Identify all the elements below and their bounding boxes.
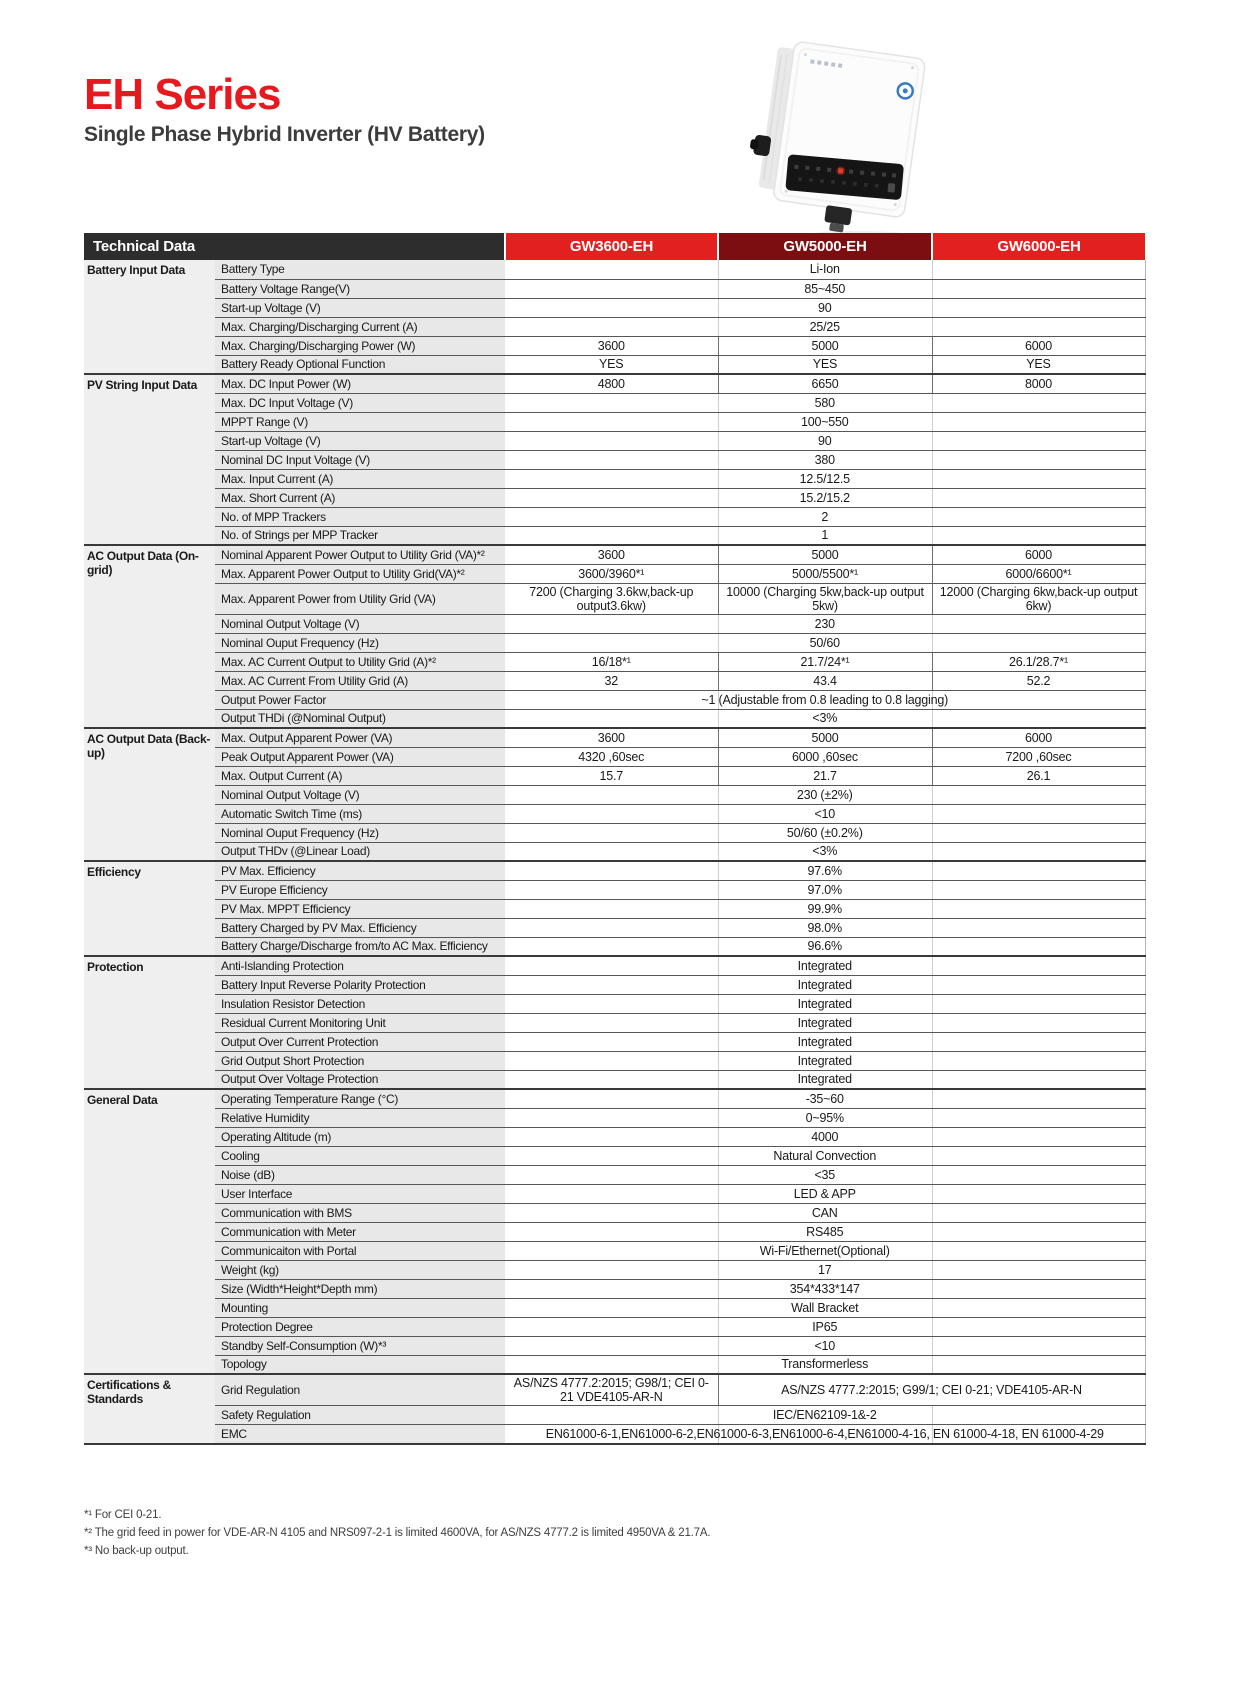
param-cell: Battery Voltage Range(V) bbox=[215, 279, 505, 298]
table-row bbox=[84, 1165, 1145, 1184]
table-row bbox=[84, 1203, 1145, 1222]
param-cell: Max. Output Apparent Power (VA) bbox=[215, 728, 505, 747]
param-cell: Output Over Current Protection bbox=[215, 1032, 505, 1051]
inverter-photo-graphic bbox=[733, 32, 979, 247]
value-cell: 6000 bbox=[932, 728, 1145, 747]
param-cell: Max. DC Input Voltage (V) bbox=[215, 393, 505, 412]
param-cell: Weight (kg) bbox=[215, 1260, 505, 1279]
table-row bbox=[84, 545, 1145, 564]
param-cell: Output THDi (@Nominal Output) bbox=[215, 709, 505, 728]
table-row bbox=[84, 450, 1145, 469]
param-cell: Relative Humidity bbox=[215, 1108, 505, 1127]
value-cell: 354*433*147 bbox=[505, 1279, 1145, 1298]
param-cell: Battery Charge/Discharge from/to AC Max. Efficiency bbox=[215, 937, 505, 956]
param-cell: Cooling bbox=[215, 1146, 505, 1165]
param-cell: Standby Self-Consumption (W)*³ bbox=[215, 1336, 505, 1355]
value-cell: 6000 bbox=[932, 545, 1145, 564]
section-label: Battery Input Data bbox=[84, 260, 215, 374]
table-row bbox=[84, 1184, 1145, 1203]
value-cell: <3% bbox=[505, 709, 1145, 728]
table-row bbox=[84, 785, 1145, 804]
table-row bbox=[84, 671, 1145, 690]
value-cell: 15.2/15.2 bbox=[505, 488, 1145, 507]
value-cell: 96.6% bbox=[505, 937, 1145, 956]
value-cell: 98.0% bbox=[505, 918, 1145, 937]
model-header-gw6000-eh: GW6000-EH bbox=[932, 233, 1145, 260]
value-cell: 8000 bbox=[932, 374, 1145, 393]
param-cell: Battery Input Reverse Polarity Protection bbox=[215, 975, 505, 994]
value-cell: 43.4 bbox=[718, 671, 932, 690]
param-cell: MPPT Range (V) bbox=[215, 412, 505, 431]
value-cell: 7200 (Charging 3.6kw,back-up output3.6kw) bbox=[505, 583, 718, 614]
param-cell: Start-up Voltage (V) bbox=[215, 298, 505, 317]
value-cell: AS/NZS 4777.2:2015; G99/1; CEI 0-21; VDE4105-AR-N bbox=[718, 1374, 1145, 1406]
value-cell: 17 bbox=[505, 1260, 1145, 1279]
value-cell: 12.5/12.5 bbox=[505, 469, 1145, 488]
value-cell: 230 (±2%) bbox=[505, 785, 1145, 804]
inverter-product-image bbox=[733, 32, 979, 247]
param-cell: Insulation Resistor Detection bbox=[215, 994, 505, 1013]
section-label: Certifications & Standards bbox=[84, 1374, 215, 1444]
table-row bbox=[84, 747, 1145, 766]
value-cell: ~1 (Adjustable from 0.8 leading to 0.8 lagging) bbox=[505, 690, 1145, 709]
value-cell: Integrated bbox=[505, 994, 1145, 1013]
page-title: EH Series bbox=[84, 70, 281, 119]
table-row bbox=[84, 728, 1145, 747]
table-row bbox=[84, 374, 1145, 393]
table-header-technical-data: Technical Data bbox=[84, 233, 505, 260]
param-cell: Automatic Switch Time (ms) bbox=[215, 804, 505, 823]
value-cell: 100~550 bbox=[505, 412, 1145, 431]
table-row bbox=[84, 842, 1145, 861]
value-cell: YES bbox=[718, 355, 932, 374]
value-cell: Integrated bbox=[505, 975, 1145, 994]
param-cell: Topology bbox=[215, 1355, 505, 1374]
param-cell: Max. Apparent Power from Utility Grid (VA) bbox=[215, 583, 505, 614]
param-cell: Safety Regulation bbox=[215, 1406, 505, 1425]
value-cell: Wall Bracket bbox=[505, 1298, 1145, 1317]
table-row bbox=[84, 614, 1145, 633]
value-cell: AS/NZS 4777.2:2015; G98/1; CEI 0-21 VDE4105-AR-N bbox=[505, 1374, 718, 1406]
value-cell: 5000 bbox=[718, 545, 932, 564]
value-cell: 5000 bbox=[718, 336, 932, 355]
value-cell: <35 bbox=[505, 1165, 1145, 1184]
value-cell: <10 bbox=[505, 1336, 1145, 1355]
table-row bbox=[84, 937, 1145, 956]
param-cell: Nominal Ouput Frequency (Hz) bbox=[215, 633, 505, 652]
value-cell: 32 bbox=[505, 671, 718, 690]
table-row bbox=[84, 260, 1145, 279]
param-cell: Peak Output Apparent Power (VA) bbox=[215, 747, 505, 766]
section-label: General Data bbox=[84, 1089, 215, 1374]
section-label: PV String Input Data bbox=[84, 374, 215, 545]
param-cell: Max. AC Current Output to Utility Grid (A)*² bbox=[215, 652, 505, 671]
param-cell: Max. Charging/Discharging Current (A) bbox=[215, 317, 505, 336]
table-row bbox=[84, 1279, 1145, 1298]
value-cell: Transformerless bbox=[505, 1355, 1145, 1374]
param-cell: Start-up Voltage (V) bbox=[215, 431, 505, 450]
table-row bbox=[84, 1406, 1145, 1425]
value-cell: 15.7 bbox=[505, 766, 718, 785]
value-cell: 25/25 bbox=[505, 317, 1145, 336]
table-row bbox=[84, 1013, 1145, 1032]
value-cell: 10000 (Charging 5kw,back-up output 5kw) bbox=[718, 583, 932, 614]
value-cell: 99.9% bbox=[505, 899, 1145, 918]
value-cell: 6650 bbox=[718, 374, 932, 393]
table-row bbox=[84, 1241, 1145, 1260]
value-cell: 50/60 (±0.2%) bbox=[505, 823, 1145, 842]
model-header-gw3600-eh: GW3600-EH bbox=[505, 233, 718, 260]
table-row bbox=[84, 1260, 1145, 1279]
value-cell: 230 bbox=[505, 614, 1145, 633]
value-cell: Li-Ion bbox=[505, 260, 1145, 279]
param-cell: Battery Type bbox=[215, 260, 505, 279]
param-cell: Max. Output Current (A) bbox=[215, 766, 505, 785]
value-cell: 3600 bbox=[505, 545, 718, 564]
value-cell: Natural Convection bbox=[505, 1146, 1145, 1165]
table-row bbox=[84, 526, 1145, 545]
table-row bbox=[84, 975, 1145, 994]
param-cell: Communication with Meter bbox=[215, 1222, 505, 1241]
param-cell: Mounting bbox=[215, 1298, 505, 1317]
value-cell: 21.7 bbox=[718, 766, 932, 785]
value-cell: 6000/6600*¹ bbox=[932, 564, 1145, 583]
value-cell: 97.6% bbox=[505, 861, 1145, 880]
section-label: AC Output Data (Back-up) bbox=[84, 728, 215, 861]
value-cell: YES bbox=[932, 355, 1145, 374]
table-row bbox=[84, 956, 1145, 975]
section-label: AC Output Data (On-grid) bbox=[84, 545, 215, 728]
table-row bbox=[84, 899, 1145, 918]
model-header-gw5000-eh: GW5000-EH bbox=[718, 233, 932, 260]
value-cell: <3% bbox=[505, 842, 1145, 861]
param-cell: Max. Apparent Power Output to Utility Grid(VA)*² bbox=[215, 564, 505, 583]
param-cell: Nominal Ouput Frequency (Hz) bbox=[215, 823, 505, 842]
param-cell: Operating Temperature Range (°C) bbox=[215, 1089, 505, 1108]
value-cell: CAN bbox=[505, 1203, 1145, 1222]
value-cell: 6000 bbox=[932, 336, 1145, 355]
param-cell: Residual Current Monitoring Unit bbox=[215, 1013, 505, 1032]
value-cell: 26.1/28.7*¹ bbox=[932, 652, 1145, 671]
table-row bbox=[84, 507, 1145, 526]
table-row bbox=[84, 918, 1145, 937]
table-row bbox=[84, 298, 1145, 317]
table-row bbox=[84, 1089, 1145, 1108]
value-cell: Integrated bbox=[505, 1032, 1145, 1051]
value-cell: 85~450 bbox=[505, 279, 1145, 298]
value-cell: 5000/5500*¹ bbox=[718, 564, 932, 583]
footnote-3: *³ No back-up output. bbox=[84, 1545, 189, 1557]
section-label: Efficiency bbox=[84, 861, 215, 956]
param-cell: Size (Width*Height*Depth mm) bbox=[215, 1279, 505, 1298]
table-row bbox=[84, 1146, 1145, 1165]
footnote-1: *¹ For CEI 0-21. bbox=[84, 1509, 162, 1521]
value-cell: IEC/EN62109-1&-2 bbox=[505, 1406, 1145, 1425]
value-cell: Integrated bbox=[505, 1070, 1145, 1089]
param-cell: Output Power Factor bbox=[215, 690, 505, 709]
table-row bbox=[84, 994, 1145, 1013]
value-cell: EN61000-6-1,EN61000-6-2,EN61000-6-3,EN61000-6-4,EN61000-4-16, EN 61000-4-18, EN 61000-4-29 bbox=[505, 1425, 1145, 1444]
table-row bbox=[84, 279, 1145, 298]
table-row bbox=[84, 1425, 1145, 1444]
table-body bbox=[84, 260, 1145, 1444]
param-cell: Nominal Output Voltage (V) bbox=[215, 785, 505, 804]
table-row bbox=[84, 412, 1145, 431]
param-cell: Protection Degree bbox=[215, 1317, 505, 1336]
table-row bbox=[84, 1070, 1145, 1089]
footnote-2: *² The grid feed in power for VDE-AR-N 4105 and NRS097-2-1 is limited 4600VA, for AS/NZS 4777.2 is limited 4950VA & 21.7A. bbox=[84, 1527, 711, 1539]
value-cell: 3600 bbox=[505, 336, 718, 355]
param-cell: Nominal DC Input Voltage (V) bbox=[215, 450, 505, 469]
table-row bbox=[84, 1032, 1145, 1051]
param-cell: Max. AC Current From Utility Grid (A) bbox=[215, 671, 505, 690]
value-cell: 6000 ,60sec bbox=[718, 747, 932, 766]
table-row bbox=[84, 804, 1145, 823]
table-header-row bbox=[84, 233, 1145, 260]
table-row bbox=[84, 1374, 1145, 1406]
value-cell: IP65 bbox=[505, 1317, 1145, 1336]
table-row bbox=[84, 317, 1145, 336]
param-cell: Output THDv (@Linear Load) bbox=[215, 842, 505, 861]
param-cell: Nominal Output Voltage (V) bbox=[215, 614, 505, 633]
value-cell: 3600/3960*¹ bbox=[505, 564, 718, 583]
param-cell: Grid Output Short Protection bbox=[215, 1051, 505, 1070]
param-cell: Noise (dB) bbox=[215, 1165, 505, 1184]
param-cell: PV Max. Efficiency bbox=[215, 861, 505, 880]
table-row bbox=[84, 1108, 1145, 1127]
param-cell: Battery Ready Optional Function bbox=[215, 355, 505, 374]
param-cell: Anti-Islanding Protection bbox=[215, 956, 505, 975]
param-cell: PV Europe Efficiency bbox=[215, 880, 505, 899]
param-cell: Communication with BMS bbox=[215, 1203, 505, 1222]
value-cell: 1 bbox=[505, 526, 1145, 545]
param-cell: Grid Regulation bbox=[215, 1374, 505, 1406]
param-cell: Operating Altitude (m) bbox=[215, 1127, 505, 1146]
value-cell: YES bbox=[505, 355, 718, 374]
value-cell: 16/18*¹ bbox=[505, 652, 718, 671]
value-cell: Wi-Fi/Ethernet(Optional) bbox=[505, 1241, 1145, 1260]
param-cell: No. of Strings per MPP Tracker bbox=[215, 526, 505, 545]
footnotes bbox=[84, 1506, 710, 1560]
value-cell: Integrated bbox=[505, 1013, 1145, 1032]
value-cell: 21.7/24*¹ bbox=[718, 652, 932, 671]
value-cell: -35~60 bbox=[505, 1089, 1145, 1108]
value-cell: 97.0% bbox=[505, 880, 1145, 899]
param-cell: EMC bbox=[215, 1425, 505, 1444]
table-row bbox=[84, 709, 1145, 728]
value-cell: 380 bbox=[505, 450, 1145, 469]
table-row bbox=[84, 431, 1145, 450]
value-cell: 580 bbox=[505, 393, 1145, 412]
value-cell: 3600 bbox=[505, 728, 718, 747]
table-row bbox=[84, 564, 1145, 583]
value-cell: 2 bbox=[505, 507, 1145, 526]
table-row bbox=[84, 1051, 1145, 1070]
value-cell: LED & APP bbox=[505, 1184, 1145, 1203]
table-row bbox=[84, 1355, 1145, 1374]
value-cell: 90 bbox=[505, 431, 1145, 450]
param-cell: No. of MPP Trackers bbox=[215, 507, 505, 526]
table-row bbox=[84, 690, 1145, 709]
table-row bbox=[84, 1336, 1145, 1355]
table-row bbox=[84, 1298, 1145, 1317]
table-row bbox=[84, 633, 1145, 652]
param-cell: Max. DC Input Power (W) bbox=[215, 374, 505, 393]
value-cell: 4000 bbox=[505, 1127, 1145, 1146]
param-cell: Max. Input Current (A) bbox=[215, 469, 505, 488]
value-cell: RS485 bbox=[505, 1222, 1145, 1241]
table-row bbox=[84, 861, 1145, 880]
value-cell: 7200 ,60sec bbox=[932, 747, 1145, 766]
value-cell: 4800 bbox=[505, 374, 718, 393]
table-row bbox=[84, 766, 1145, 785]
table-row bbox=[84, 823, 1145, 842]
table-row bbox=[84, 488, 1145, 507]
table-row bbox=[84, 469, 1145, 488]
page-subtitle: Single Phase Hybrid Inverter (HV Battery) bbox=[84, 123, 485, 146]
param-cell: User Interface bbox=[215, 1184, 505, 1203]
technical-data-table bbox=[84, 233, 1146, 1445]
param-cell: Nominal Apparent Power Output to Utility Grid (VA)*² bbox=[215, 545, 505, 564]
value-cell: 12000 (Charging 6kw,back-up output 6kw) bbox=[932, 583, 1145, 614]
value-cell: 50/60 bbox=[505, 633, 1145, 652]
table-row bbox=[84, 1317, 1145, 1336]
table-row bbox=[84, 355, 1145, 374]
value-cell: 26.1 bbox=[932, 766, 1145, 785]
value-cell: Integrated bbox=[505, 956, 1145, 975]
value-cell: <10 bbox=[505, 804, 1145, 823]
param-cell: PV Max. MPPT Efficiency bbox=[215, 899, 505, 918]
value-cell: 0~95% bbox=[505, 1108, 1145, 1127]
value-cell: 90 bbox=[505, 298, 1145, 317]
section-label: Protection bbox=[84, 956, 215, 1089]
table-row bbox=[84, 1222, 1145, 1241]
param-cell: Max. Charging/Discharging Power (W) bbox=[215, 336, 505, 355]
value-cell: 5000 bbox=[718, 728, 932, 747]
value-cell: Integrated bbox=[505, 1051, 1145, 1070]
param-cell: Output Over Voltage Protection bbox=[215, 1070, 505, 1089]
table-row bbox=[84, 336, 1145, 355]
table-row bbox=[84, 393, 1145, 412]
table-row bbox=[84, 583, 1145, 614]
value-cell: 52.2 bbox=[932, 671, 1145, 690]
param-cell: Communicaiton with Portal bbox=[215, 1241, 505, 1260]
table-row bbox=[84, 1127, 1145, 1146]
table-row bbox=[84, 652, 1145, 671]
param-cell: Max. Short Current (A) bbox=[215, 488, 505, 507]
param-cell: Battery Charged by PV Max. Efficiency bbox=[215, 918, 505, 937]
table-row bbox=[84, 880, 1145, 899]
value-cell: 4320 ,60sec bbox=[505, 747, 718, 766]
